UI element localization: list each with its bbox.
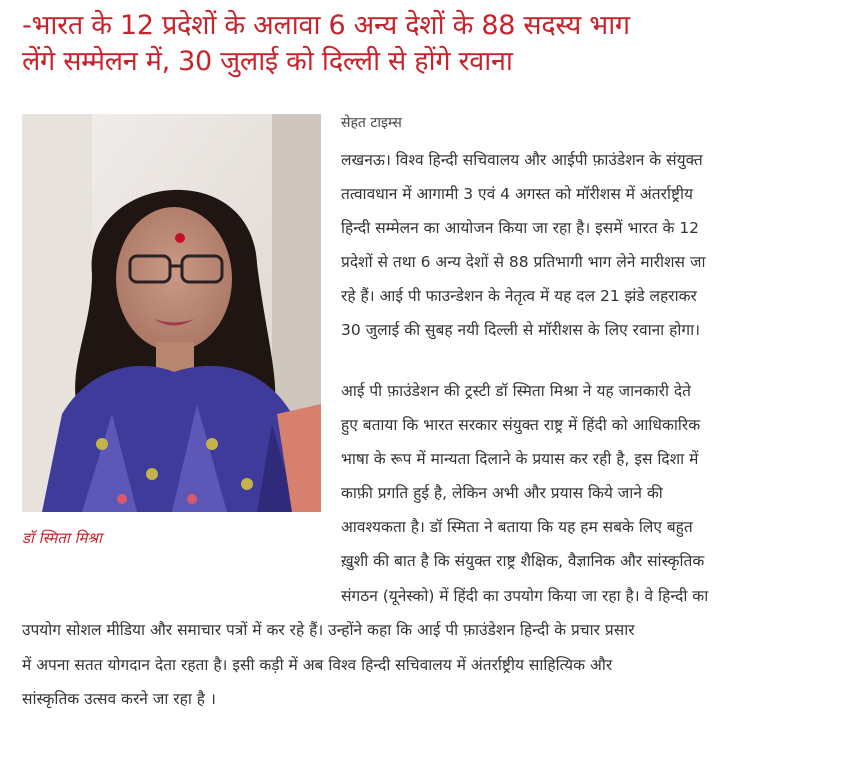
text-line: ख़ुशी की बात है कि संयुक्त राष्ट्र शैक्षिक, वैज्ञानिक और सांस्कृतिक <box>341 552 705 570</box>
text-line: में अपना सतत योगदान देता रहता है। इसी कड़ी में अब विश्व हिन्दी सचिवालय में अंतर्राष्ट्रीय साहित्यिक और <box>22 656 613 674</box>
photo-caption: डॉ स्मिता मिश्रा <box>22 529 102 547</box>
text-line: तत्वावधान में आगामी 3 एवं 4 अगस्त को मॉरीशस में अंतर्राष्ट्रीय <box>341 185 694 203</box>
text-line: हिन्दी सम्मेलन का आयोजन किया जा रहा है। इसमें भारत के 12 <box>341 219 700 237</box>
text-line: हुए बताया कि भारत सरकार संयुक्त राष्ट्र में हिंदी को आधिकारिक <box>341 416 701 434</box>
byline: सेहत टाइम्स <box>341 115 402 131</box>
headline-line: -भारत के 12 प्रदेशों के अलावा 6 अन्य देशों के 88 सदस्य भाग <box>22 10 630 41</box>
text-line: काफ़ी प्रगति हुई है, लेकिन अभी और प्रयास किये जाने की <box>341 484 663 502</box>
text-line: सांस्कृतिक उत्सव करने जा रहा है । <box>22 690 216 708</box>
portrait-photo <box>22 114 321 512</box>
text-line: 30 जुलाई की सुबह नयी दिल्ली से मॉरीशस के लिए रवाना होगा। <box>341 321 700 339</box>
text-line: रहे हैं। आई पी फाउन्डेशन के नेतृत्व में यह दल 21 झंडे लहराकर <box>341 287 697 305</box>
text-line: लखनऊ। विश्व हिन्दी सचिवालय और आईपी फ़ाउंडेशन के संयुक्त <box>341 151 703 169</box>
headline-line: लेंगे सम्मेलन में, 30 जुलाई को दिल्ली से होंगे रवाना <box>22 46 513 77</box>
text-line: संगठन (यूनेस्को) में हिंदी का उपयोग किया जा रहा है। वे हिन्दी का <box>341 587 709 605</box>
text-line: आई पी फ़ाउंडेशन की ट्रस्टी डॉ स्मिता मिश्रा ने यह जानकारी देते <box>341 382 691 400</box>
text-line: प्रदेशों से तथा 6 अन्य देशों से 88 प्रतिभागी भाग लेने मारीशस जा <box>341 253 706 271</box>
text-line: भाषा के रूप में मान्यता दिलाने के प्रयास कर रही है, इस दिशा में <box>341 450 699 468</box>
article-headline <box>22 8 822 80</box>
text-line: आवश्यकता है। डॉ स्मिता ने बताया कि यह हम सबके लिए बहुत <box>341 518 693 536</box>
text-line: उपयोग सोशल मीडिया और समाचार पत्रों में कर रहे हैं। उन्होंने कहा कि आई पी फ़ाउंडेशन हिन्दी के प्रचार प्रसार <box>22 621 635 639</box>
